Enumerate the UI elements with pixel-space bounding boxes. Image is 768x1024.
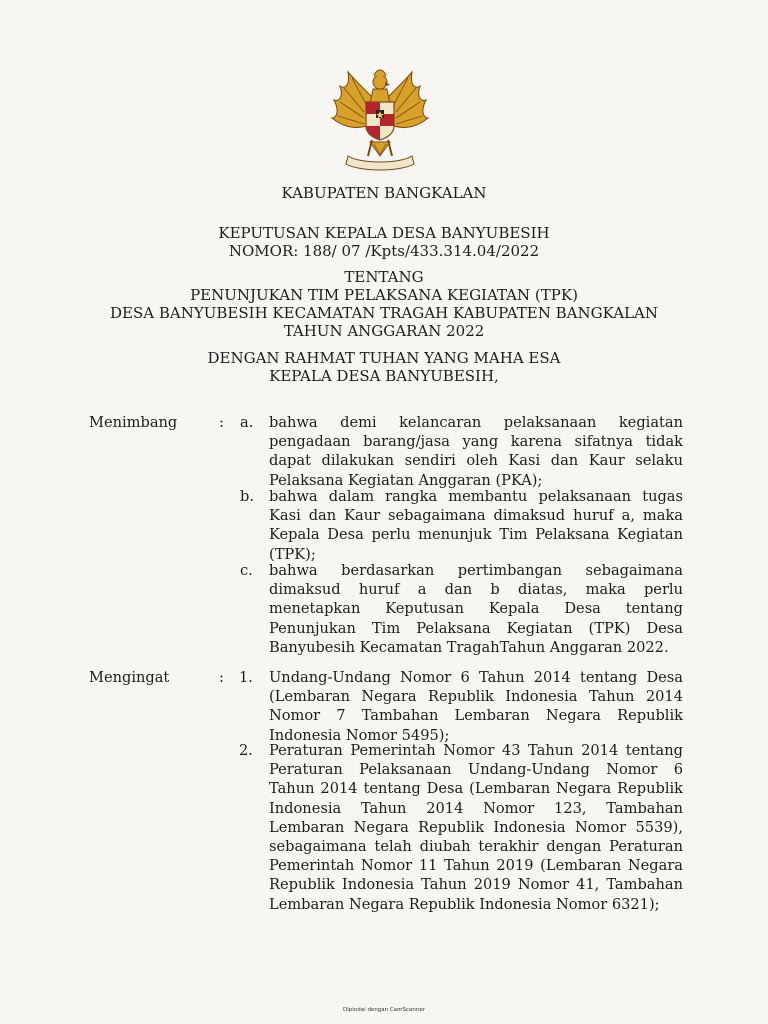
- text-line: menetapkan Keputusan Kepala Desa tentang: [269, 600, 683, 618]
- regency-name: KABUPATEN BANGKALAN: [281, 184, 487, 202]
- text-line: bahwa berdasarkan pertimbangan sebagaimana: [269, 562, 683, 579]
- text-line: Indonesia Nomor 5495);: [269, 726, 450, 744]
- text-line: dapat dilakukan sendiri oleh Kasi dan Kaur selaku: [269, 452, 683, 470]
- text-line: Republik Indonesia Tahun 2019 Nomor 41, Tambahan: [269, 876, 683, 894]
- text-line: Kepala Desa perlu menunjuk Tim Pelaksana Kegiatan: [269, 526, 683, 544]
- text-line: pengadaan barang/jasa yang karena sifatnya tidak: [269, 433, 683, 451]
- text-line: Pemerintah Nomor 11 Tahun 2019 (Lembaran Negara: [269, 857, 683, 875]
- text-line: Indonesia Tahun 2014 Nomor 123, Tambahan: [269, 799, 683, 817]
- subject-line: PENUNJUKAN TIM PELAKSANA KEGIATAN (TPK): [190, 286, 578, 304]
- text-line: bahwa dalam rangka membantu pelaksanaan tugas: [269, 488, 683, 505]
- item-marker: 1.: [239, 669, 253, 686]
- text-line: Tahun 2014 tentang Desa (Lembaran Negara Republik: [269, 780, 683, 798]
- subject-line: DESA BANYUBESIH KECAMATAN TRAGAH KABUPATEN BANGKALAN: [110, 304, 658, 322]
- recalling-label: Mengingat: [89, 669, 170, 686]
- item-marker: b.: [240, 488, 254, 505]
- text-line: (Lembaran Negara Republik Indonesia Tahun 2014: [269, 688, 683, 706]
- item-marker: a.: [240, 414, 254, 431]
- scanner-watermark: Dipindai dengan CamScanner: [343, 1007, 425, 1013]
- text-line: Penunjukan Tim Pelaksana Kegiatan (TPK) Desa: [269, 619, 683, 637]
- decree-heading: [0, 224, 768, 260]
- item-text: [269, 741, 683, 914]
- preamble: [0, 349, 768, 385]
- text-line: Nomor 7 Tambahan Lembaran Negara Republik: [269, 707, 683, 725]
- text-line: Kasi dan Kaur sebagaimana dimaksud huruf a, maka: [269, 507, 683, 525]
- item-marker: 2.: [239, 742, 253, 759]
- text-line: dimaksud huruf a dan b diatas, maka perlu: [269, 581, 683, 599]
- subject-line: TAHUN ANGGARAN 2022: [283, 322, 485, 340]
- section-colon: :: [219, 414, 224, 431]
- considering-label: Menimbang: [89, 414, 178, 431]
- item-text: [269, 561, 683, 657]
- item-marker: c.: [240, 562, 253, 579]
- section-colon: :: [219, 669, 224, 686]
- item-text: [269, 487, 683, 564]
- decree-title: KEPUTUSAN KEPALA DESA BANYUBESIH: [218, 224, 550, 242]
- text-line: Pelaksana Kegiatan Anggaran (PKA);: [269, 471, 543, 489]
- text-line: (TPK);: [269, 545, 316, 563]
- decree-number: NOMOR: 188/ 07 /Kpts/433.314.04/2022: [228, 242, 540, 260]
- subject-heading: [0, 268, 768, 340]
- text-line: bahwa demi kelancaran pelaksanaan kegiatan: [269, 414, 683, 431]
- preamble-line: KEPALA DESA BANYUBESIH,: [269, 367, 499, 385]
- item-text: [269, 668, 683, 745]
- regency-heading: [0, 184, 768, 202]
- text-line: Lembaran Negara Republik Indonesia Nomor 5539),: [269, 818, 683, 836]
- garuda-emblem-icon: [330, 64, 430, 174]
- text-line: sebagaimana telah diubah terakhir dengan Peraturan: [269, 837, 683, 855]
- preamble-line: DENGAN RAHMAT TUHAN YANG MAHA ESA: [207, 349, 561, 367]
- text-line: Undang-Undang Nomor 6 Tahun 2014 tentang Desa: [269, 669, 683, 686]
- text-line: Peraturan Pemerintah Nomor 43 Tahun 2014 tentang: [269, 742, 683, 759]
- about-label: TENTANG: [344, 268, 424, 286]
- text-line: Peraturan Pelaksanaan Undang-Undang Nomor 6: [269, 761, 683, 779]
- item-text: [269, 413, 683, 490]
- text-line: Lembaran Negara Republik Indonesia Nomor 6321);: [269, 895, 660, 913]
- text-line: Banyubesih Kecamatan TragahTahun Anggaran 2022.: [269, 638, 669, 656]
